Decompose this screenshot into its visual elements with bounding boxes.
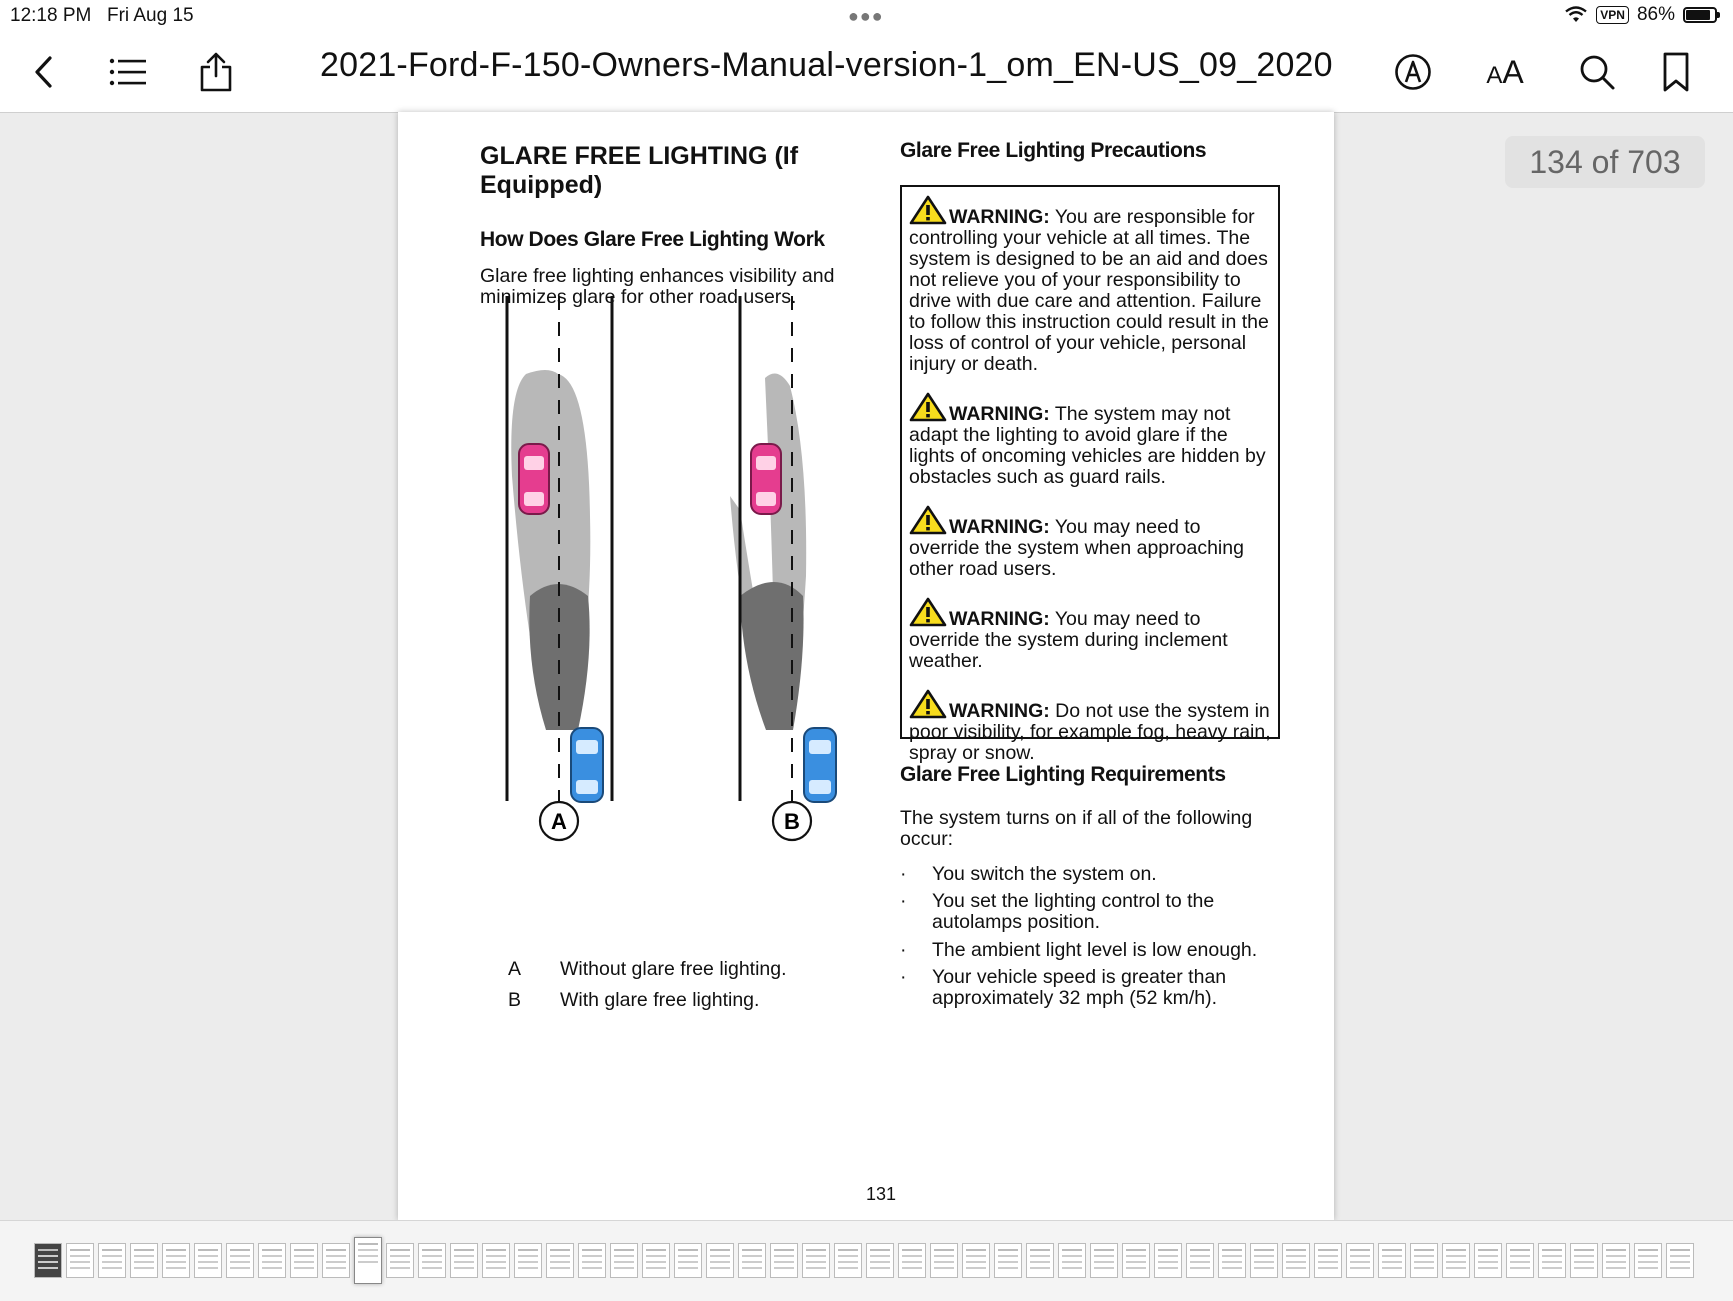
reader-toolbar (0, 32, 1733, 113)
thumbnail[interactable] (514, 1243, 542, 1278)
figure-captions (508, 954, 787, 1016)
multitasking-dots-icon[interactable]: ●●● (848, 6, 884, 26)
thumbnail[interactable] (1410, 1243, 1438, 1278)
thumbnail[interactable] (34, 1243, 62, 1278)
callout-a-label: A (551, 809, 567, 834)
thumbnail[interactable] (866, 1243, 894, 1278)
page-number: 131 (866, 1184, 897, 1204)
text-size-icon: AA (1486, 53, 1524, 90)
vpn-badge: VPN (1596, 6, 1629, 24)
thumbnail[interactable] (322, 1243, 350, 1278)
thumbnail[interactable] (1346, 1243, 1374, 1278)
thumbnail-list (34, 1243, 1694, 1284)
thumbnail[interactable] (1442, 1243, 1470, 1278)
warning-item (909, 195, 1271, 375)
thumbnail[interactable] (450, 1243, 478, 1278)
thumbnail[interactable] (546, 1243, 574, 1278)
requirement-item: · The ambient light level is low enough. (900, 940, 1300, 961)
thumbnail[interactable] (738, 1243, 766, 1278)
section-heading: GLARE FREE LIGHTING (If Equipped) (480, 142, 799, 199)
document-page[interactable] (398, 112, 1334, 1220)
section-subheading: How Does Glare Free Lighting Work (480, 228, 825, 251)
thumbnail[interactable] (1666, 1243, 1694, 1278)
caption-text: With glare free lighting. (560, 989, 760, 1011)
markup-icon (1394, 53, 1432, 91)
thumbnail[interactable] (770, 1243, 798, 1278)
warning-text: You are responsible for controlling your vehicle at all times. The system is designed to be an aid and does not relieve you of your responsibility to drive with due care and attention. Failure to follow this instruction could result in the loss of control of your vehicle, personal injury or death. (909, 206, 1269, 375)
thumbnail[interactable] (1186, 1243, 1214, 1278)
caption-row (508, 985, 787, 1016)
caption-letter: B (508, 989, 522, 1011)
thumbnail[interactable] (1154, 1243, 1182, 1278)
outline-button[interactable] (106, 50, 150, 94)
requirement-item: · You set the lighting control to the autolamps position. (900, 891, 1300, 933)
share-icon (199, 52, 233, 92)
thumbnail-current[interactable] (354, 1237, 382, 1284)
back-icon (31, 55, 57, 89)
warning-label: WARNING: (949, 608, 1050, 630)
thumbnail[interactable] (1058, 1243, 1086, 1278)
thumbnail[interactable] (1602, 1243, 1630, 1278)
thumbnail[interactable] (194, 1243, 222, 1278)
thumbnail[interactable] (1090, 1243, 1118, 1278)
oncoming-car-a (519, 444, 549, 514)
share-button[interactable] (194, 50, 238, 94)
bookmark-button[interactable] (1654, 50, 1698, 94)
glare-free-lighting-diagram (478, 296, 838, 856)
thumbnail[interactable] (834, 1243, 862, 1278)
requirements-heading: Glare Free Lighting Requirements (900, 763, 1226, 786)
thumbnail[interactable] (802, 1243, 830, 1278)
status-date: Fri Aug 15 (107, 5, 194, 26)
list-icon (109, 57, 147, 87)
caption-letter: A (508, 958, 522, 980)
search-button[interactable] (1575, 50, 1619, 94)
warning-text: You may need to override the system during inclement weather. (909, 608, 1228, 672)
thumbnail[interactable] (578, 1243, 606, 1278)
thumbnail[interactable] (386, 1243, 414, 1278)
thumbnail[interactable] (1026, 1243, 1054, 1278)
warning-item (909, 505, 1271, 580)
thumbnail[interactable] (1122, 1243, 1150, 1278)
requirement-item: · Your vehicle speed is greater than approximately 32 mph (52 km/h). (900, 967, 1300, 1009)
search-icon (1578, 53, 1616, 91)
thumbnail[interactable] (1506, 1243, 1534, 1278)
thumbnail[interactable] (1378, 1243, 1406, 1278)
thumbnail[interactable] (1314, 1243, 1342, 1278)
diagram-panel-a (507, 296, 612, 840)
thumbnail[interactable] (1218, 1243, 1246, 1278)
thumbnail[interactable] (418, 1243, 446, 1278)
own-vehicle-a (571, 728, 603, 802)
text-size-button[interactable] (1480, 50, 1530, 94)
warning-text: The system may not adapt the lighting to avoid glare if the lights of oncoming vehicles are hidden by obstacles such as guard rails. (909, 403, 1266, 488)
warning-label: WARNING: (949, 516, 1050, 538)
thumbnail[interactable] (674, 1243, 702, 1278)
thumbnail[interactable] (226, 1243, 254, 1278)
warning-item (909, 597, 1271, 672)
status-bar (0, 0, 1733, 32)
thumbnail[interactable] (130, 1243, 158, 1278)
warning-icon (909, 195, 947, 225)
thumbnail[interactable] (706, 1243, 734, 1278)
thumbnail[interactable] (258, 1243, 286, 1278)
warning-label: WARNING: (949, 403, 1050, 425)
thumbnail[interactable] (1282, 1243, 1310, 1278)
own-vehicle-b (804, 728, 836, 802)
warnings-box (900, 185, 1280, 764)
thumbnail[interactable] (930, 1243, 958, 1278)
thumbnail[interactable] (290, 1243, 318, 1278)
thumbnail[interactable] (1634, 1243, 1662, 1278)
thumbnail-strip[interactable] (0, 1220, 1733, 1301)
thumbnail[interactable] (1538, 1243, 1566, 1278)
thumbnail[interactable] (610, 1243, 638, 1278)
document-title: 2021-Ford-F-150-Owners-Manual-version-1_om_EN-US_09_2020 (320, 46, 1333, 84)
thumbnail[interactable] (482, 1243, 510, 1278)
battery-icon (1683, 7, 1717, 23)
warning-icon (909, 597, 947, 627)
warning-icon (909, 392, 947, 422)
thumbnail[interactable] (642, 1243, 670, 1278)
thumbnail[interactable] (898, 1243, 926, 1278)
status-time: 12:18 PM (10, 5, 92, 26)
warning-text: Do not use the system in poor visibility, for example fog, heavy rain, spray or snow. (909, 700, 1271, 764)
warning-icon (909, 689, 947, 719)
markup-button[interactable] (1391, 50, 1435, 94)
requirement-item: · You switch the system on. (900, 864, 1300, 885)
thumbnail[interactable] (98, 1243, 126, 1278)
thumbnail[interactable] (994, 1243, 1022, 1278)
precautions-heading: Glare Free Lighting Precautions (900, 139, 1207, 162)
caption-row (508, 954, 787, 985)
thumbnail[interactable] (162, 1243, 190, 1278)
intro-paragraph: Glare free lighting enhances visibility and minimizes glare for other road users. (480, 265, 835, 308)
warning-label: WARNING: (949, 206, 1050, 228)
diagram-panel-b (730, 296, 838, 840)
requirements-intro: The system turns on if all of the following occur: (900, 807, 1253, 850)
thumbnail[interactable] (1570, 1243, 1598, 1278)
page-indicator: 134 of 703 (1505, 136, 1705, 188)
bookmark-icon (1662, 52, 1690, 92)
thumbnail[interactable] (962, 1243, 990, 1278)
battery-percent: 86% (1636, 4, 1675, 25)
warning-icon (909, 505, 947, 535)
warning-text: You may need to override the system when approaching other road users. (909, 516, 1244, 580)
caption-text: Without glare free lighting. (560, 958, 787, 980)
oncoming-car-b (751, 444, 781, 514)
warning-label: WARNING: (949, 700, 1050, 722)
thumbnail[interactable] (1250, 1243, 1278, 1278)
callout-b-label: B (784, 809, 800, 834)
wifi-icon (1564, 6, 1588, 24)
thumbnail[interactable] (1474, 1243, 1502, 1278)
back-button[interactable] (22, 50, 66, 94)
thumbnail[interactable] (66, 1243, 94, 1278)
warning-item (909, 392, 1271, 488)
warning-item (909, 689, 1271, 764)
